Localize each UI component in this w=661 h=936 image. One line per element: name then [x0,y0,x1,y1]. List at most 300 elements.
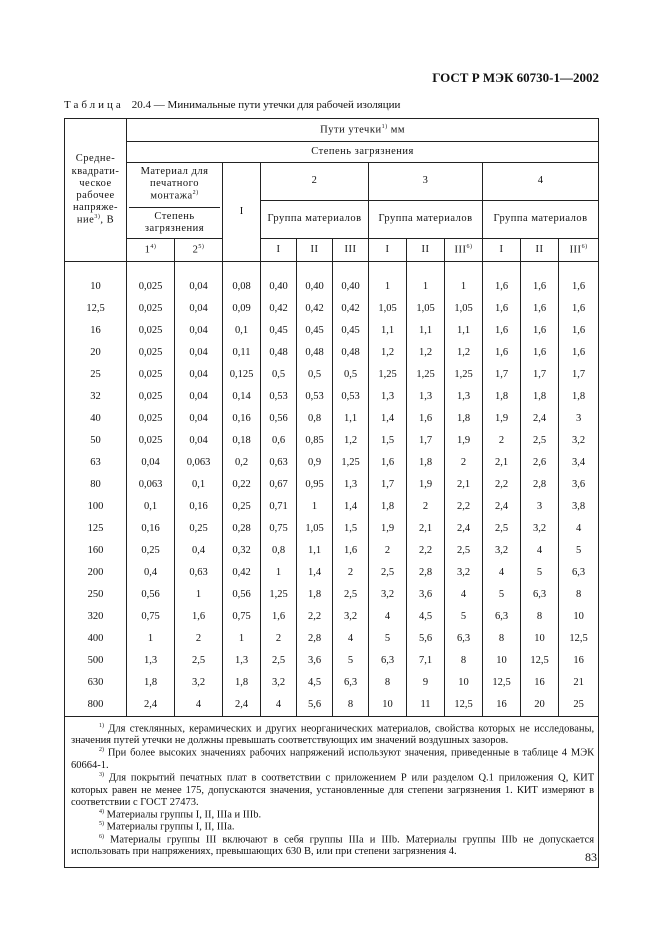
creepage-cell: 2,4 [521,408,559,430]
voltage-cell: 32 [65,386,127,408]
table-row [65,320,599,342]
group-II-header: II [521,238,559,261]
creepage-cell: 4 [483,562,521,584]
voltage-cell: 250 [65,584,127,606]
creepage-cell: 4 [559,518,599,540]
creepage-cell: 8 [559,584,599,606]
creepage-cell: 0,025 [127,408,175,430]
caption-label: Таблица [64,99,124,111]
voltage-cell: 320 [65,606,127,628]
creepage-cell: 3 [521,496,559,518]
creepage-cell: 2,1 [445,474,483,496]
creepage-cell: 1,2 [333,430,369,452]
creepage-cell: 0,56 [261,408,297,430]
creepage-cell: 0,18 [223,430,261,452]
voltage-cell: 16 [65,320,127,342]
creepage-cell: 1,9 [445,430,483,452]
creepage-cell: 10 [521,628,559,650]
creepage-cell: 1,6 [369,452,407,474]
creepage-cell: 1,5 [369,430,407,452]
creepage-cell: 1,6 [559,342,599,364]
creepage-cell: 5,6 [297,694,333,717]
creepage-cell: 20 [521,694,559,717]
group-III-header: III$^{6)}$ [445,238,483,261]
creepage-cell: 1,7 [407,430,445,452]
creepage-cell: 0,42 [333,298,369,320]
creepage-cell: 25 [559,694,599,717]
creepage-cell: 2,2 [297,606,333,628]
creepage-cell: 1,2 [369,342,407,364]
creepage-cell: 5,6 [407,628,445,650]
table-row [65,452,599,474]
table-notes [65,716,599,867]
table-caption [64,99,400,111]
creepage-cell: 3,2 [333,606,369,628]
creepage-cell: 21 [559,672,599,694]
creepage-cell: 0,48 [333,342,369,364]
creepage-cell: 2 [369,540,407,562]
degree-4-header: 4 [483,163,599,201]
creepage-cell: 1 [407,276,445,298]
creepage-cell: 0,125 [223,364,261,386]
creepage-cell: 2 [175,628,223,650]
creepage-cell: 4 [261,694,297,717]
creepage-cell: 0,14 [223,386,261,408]
creepage-cell: 0,5 [333,364,369,386]
footnote: $^{4)}$ Материалы группы I, II, IIIа и IIIb. [99,808,262,821]
creepage-cell: 4,5 [297,672,333,694]
voltage-cell: 12,5 [65,298,127,320]
creepage-cell: 3,6 [407,584,445,606]
creepage-cell: 3,2 [559,430,599,452]
creepage-header: Пути утечки$^{1)}$ мм [127,119,599,142]
creepage-cell: 5 [445,606,483,628]
creepage-cell: 0,40 [261,276,297,298]
table-row [65,540,599,562]
creepage-cell: 1,6 [483,298,521,320]
creepage-cell: 1,8 [521,386,559,408]
table-row [65,496,599,518]
creepage-cell: 0,28 [223,518,261,540]
creepage-cell: 1 [369,276,407,298]
creepage-cell: 12,5 [559,628,599,650]
voltage-cell: 40 [65,408,127,430]
creepage-cell: 3,6 [559,474,599,496]
creepage-cell: 2,4 [223,694,261,717]
creepage-cell: 0,75 [223,606,261,628]
material-group-header-2: Группа материалов [261,200,369,238]
creepage-cell: 16 [483,694,521,717]
creepage-cell: 1,25 [333,452,369,474]
creepage-cell: 2,5 [369,562,407,584]
creepage-cell: 1,6 [175,606,223,628]
creepage-cell: 0,63 [175,562,223,584]
creepage-cell: 3,4 [559,452,599,474]
creepage-cell: 0,04 [175,386,223,408]
voltage-cell: 125 [65,518,127,540]
creepage-cell: 2,1 [483,452,521,474]
creepage-cell: 8 [521,606,559,628]
creepage-cell: 1,8 [223,672,261,694]
creepage-cell: 1,3 [223,650,261,672]
creepage-cell: 3,2 [261,672,297,694]
creepage-cell: 0,56 [223,584,261,606]
creepage-cell: 0,2 [223,452,261,474]
creepage-cell: 6,3 [559,562,599,584]
header-spacer [65,261,599,276]
creepage-cell: 2,8 [407,562,445,584]
creepage-cell: 2,4 [445,518,483,540]
creepage-cell: 1,2 [407,342,445,364]
creepage-cell: 1,8 [407,452,445,474]
creepage-cell: 0,48 [261,342,297,364]
creepage-cell: 0,25 [175,518,223,540]
voltage-header: Средне-квадрати-ческое рабочее напряже-ние$^{3)}$, В [65,119,127,262]
creepage-cell: 0,16 [223,408,261,430]
footnote: $^{1)}$ Для стеклянных, керамических и других неорганических материалов, свойства которых не исследованы, значения путей утечки не должны превышать соответствующих им значений воздушных зазоров. [71,722,595,747]
creepage-cell: 5 [333,650,369,672]
creepage-cell: 0,04 [175,408,223,430]
creepage-cell: 1 [127,628,175,650]
creepage-cell: 2,5 [445,540,483,562]
creepage-cell: 1,05 [297,518,333,540]
group-I-header: I [261,238,297,261]
creepage-cell: 6,3 [445,628,483,650]
creepage-cell: 0,08 [223,276,261,298]
creepage-cell: 0,56 [127,584,175,606]
creepage-cell: 0,04 [175,430,223,452]
creepage-cell: 1,8 [127,672,175,694]
creepage-cell: 0,53 [261,386,297,408]
voltage-cell: 200 [65,562,127,584]
creepage-cell: 0,9 [297,452,333,474]
document-header: ГОСТ Р МЭК 60730-1—2002 [432,70,599,85]
creepage-cell: 1,6 [521,276,559,298]
creepage-cell: 8 [445,650,483,672]
creepage-cell: 1,6 [333,540,369,562]
table-row [65,694,599,717]
creepage-cell: 0,42 [261,298,297,320]
creepage-cell: 7,1 [407,650,445,672]
creepage-cell: 1,6 [261,606,297,628]
creepage-cell: 0,025 [127,276,175,298]
creepage-cell: 0,45 [297,320,333,342]
voltage-cell: 50 [65,430,127,452]
voltage-cell: 630 [65,672,127,694]
creepage-cell: 1,9 [369,518,407,540]
creepage-cell: 0,45 [261,320,297,342]
creepage-cell: 1 [297,496,333,518]
creepage-cell: 0,75 [261,518,297,540]
degree-1-header: I [223,163,261,262]
creepage-cell: 0,5 [261,364,297,386]
creepage-cell: 1,3 [407,386,445,408]
creepage-cell: 1,25 [445,364,483,386]
creepage-cell: 1,3 [445,386,483,408]
creepage-cell: 0,40 [297,276,333,298]
creepage-cell: 1,6 [521,298,559,320]
creepage-cell: 11 [407,694,445,717]
degree-3-header: 3 [369,163,483,201]
voltage-cell: 20 [65,342,127,364]
material-group-header-4: Группа материалов [483,200,599,238]
creepage-cell: 1,3 [369,386,407,408]
creepage-cell: 0,04 [175,342,223,364]
creepage-cell: 0,8 [261,540,297,562]
creepage-cell: 1,6 [559,320,599,342]
creepage-cell: 0,16 [175,496,223,518]
creepage-cell: 1,4 [297,562,333,584]
creepage-cell: 1,05 [445,298,483,320]
creepage-cell: 1,6 [483,276,521,298]
creepage-cell: 5 [559,540,599,562]
table-row [65,606,599,628]
creepage-cell: 1,6 [559,276,599,298]
creepage-cell: 0,71 [261,496,297,518]
creepage-cell: 1,8 [369,496,407,518]
creepage-cell: 0,09 [223,298,261,320]
creepage-cell: 2 [333,562,369,584]
creepage-cell: 0,75 [127,606,175,628]
creepage-cell: 1,8 [559,386,599,408]
footnote: $^{6)}$ Материалы группы III включают в себя группы IIIа и IIIb. Материалы группы IIIb не допускается использовать при напряжениях, превышающих 630 В, или при степени загрязнения 4. [71,833,595,858]
creepage-cell: 1,4 [369,408,407,430]
creepage-cell: 3,2 [175,672,223,694]
creepage-cell: 2 [261,628,297,650]
creepage-cell: 0,85 [297,430,333,452]
voltage-cell: 80 [65,474,127,496]
creepage-cell: 0,45 [333,320,369,342]
creepage-cell: 1,3 [127,650,175,672]
group-III-header: III$^{6)}$ [559,238,599,261]
creepage-cell: 0,1 [175,474,223,496]
creepage-cell: 1,9 [483,408,521,430]
creepage-cell: 8 [483,628,521,650]
creepage-cell: 0,025 [127,342,175,364]
creepage-cell: 1,6 [559,298,599,320]
creepage-cell: 1,3 [333,474,369,496]
creepage-cell: 1,6 [483,320,521,342]
creepage-cell: 6,3 [333,672,369,694]
creepage-cell: 12,5 [483,672,521,694]
voltage-cell: 10 [65,276,127,298]
creepage-cell: 0,25 [127,540,175,562]
creepage-table [64,118,599,868]
creepage-cell: 2 [407,496,445,518]
creepage-cell: 0,42 [297,298,333,320]
voltage-cell: 400 [65,628,127,650]
group-II-header: II [407,238,445,261]
creepage-cell: 2,5 [175,650,223,672]
creepage-cell: 0,4 [127,562,175,584]
creepage-cell: 1,6 [483,342,521,364]
pcb-degree-2-header: 2$^{5)}$ [175,238,223,261]
creepage-cell: 12,5 [445,694,483,717]
creepage-cell: 0,063 [175,452,223,474]
table-row [65,628,599,650]
creepage-cell: 3,2 [445,562,483,584]
creepage-cell: 4,5 [407,606,445,628]
footnote: $^{2)}$ При более высоких значениях рабочих напряжений используют значения, приведенные в таблице 4 МЭК 60664-1. [71,747,595,771]
creepage-cell: 1,6 [407,408,445,430]
creepage-cell: 8 [333,694,369,717]
creepage-cell: 1,7 [559,364,599,386]
creepage-cell: 1,05 [407,298,445,320]
creepage-cell: 1,9 [407,474,445,496]
creepage-cell: 4 [521,540,559,562]
creepage-cell: 1,6 [521,320,559,342]
table-row [65,430,599,452]
creepage-cell: 2,8 [297,628,333,650]
creepage-cell: 0,32 [223,540,261,562]
creepage-cell: 1,1 [445,320,483,342]
creepage-cell: 1,1 [297,540,333,562]
table-row [65,562,599,584]
creepage-cell: 1,8 [483,386,521,408]
creepage-cell: 0,6 [261,430,297,452]
degree-2-header: 2 [261,163,369,201]
creepage-cell: 0,063 [127,474,175,496]
creepage-cell: 0,25 [223,496,261,518]
creepage-cell: 5 [369,628,407,650]
creepage-cell: 1,1 [407,320,445,342]
creepage-cell: 2 [483,430,521,452]
creepage-cell: 1,7 [521,364,559,386]
creepage-cell: 10 [483,650,521,672]
material-group-header-3: Группа материалов [369,200,483,238]
creepage-cell: 12,5 [521,650,559,672]
creepage-cell: 0,53 [297,386,333,408]
creepage-cell: 1,1 [333,408,369,430]
creepage-cell: 0,67 [261,474,297,496]
creepage-cell: 0,22 [223,474,261,496]
creepage-cell: 2,4 [127,694,175,717]
group-III-header: III [333,238,369,261]
creepage-cell: 1,8 [297,584,333,606]
table-row [65,298,599,320]
group-I-header: I [369,238,407,261]
creepage-cell: 0,04 [175,364,223,386]
creepage-cell: 3,8 [559,496,599,518]
table-row [65,386,599,408]
creepage-cell: 0,025 [127,364,175,386]
creepage-cell: 2,2 [483,474,521,496]
creepage-cell: 2,5 [521,430,559,452]
pollution-degree-header: Степень загрязнения [127,142,599,163]
creepage-cell: 0,53 [333,386,369,408]
creepage-cell: 1,1 [369,320,407,342]
creepage-cell: 0,025 [127,430,175,452]
creepage-cell: 1,2 [445,342,483,364]
creepage-cell: 0,42 [223,562,261,584]
table-row [65,584,599,606]
creepage-cell: 10 [445,672,483,694]
creepage-cell: 0,025 [127,298,175,320]
creepage-cell: 3 [559,408,599,430]
creepage-cell: 1,6 [521,342,559,364]
creepage-cell: 4 [445,584,483,606]
creepage-cell: 2,5 [483,518,521,540]
table-row [65,364,599,386]
voltage-cell: 160 [65,540,127,562]
table-row [65,518,599,540]
creepage-cell: 2 [445,452,483,474]
pcb-material-header: Материал для печатного монтажа$^{2)}$ Степень загрязнения [127,163,223,239]
creepage-cell: 4 [369,606,407,628]
creepage-cell: 3,2 [369,584,407,606]
creepage-cell: 5 [483,584,521,606]
table-row [65,650,599,672]
creepage-cell: 10 [559,606,599,628]
creepage-cell: 1,25 [261,584,297,606]
table-row [65,474,599,496]
pcb-degree-1-header: 1$^{4)}$ [127,238,175,261]
creepage-cell: 1,7 [483,364,521,386]
creepage-cell: 0,1 [223,320,261,342]
creepage-cell: 0,025 [127,386,175,408]
voltage-cell: 25 [65,364,127,386]
creepage-cell: 2,4 [483,496,521,518]
footnote: $^{5)}$ Материалы группы I, II, IIIа. [99,821,235,833]
creepage-cell: 1,4 [333,496,369,518]
creepage-cell: 0,04 [127,452,175,474]
creepage-cell: 9 [407,672,445,694]
voltage-cell: 63 [65,452,127,474]
creepage-cell: 0,04 [175,320,223,342]
group-II-header: II [297,238,333,261]
table-row [65,342,599,364]
voltage-cell: 800 [65,694,127,717]
footnote: $^{3)}$ Для покрытий печатных плат в соответствии с приложением Р или разделом Q.1 приложения Q, КИТ которых равен не менее 175, допускаются значения, установленные для степени загрязнения 1. КИТ измеряют в соответствии с ГОСТ 27473. [71,772,595,808]
voltage-cell: 500 [65,650,127,672]
creepage-cell: 6,3 [521,584,559,606]
voltage-cell: 100 [65,496,127,518]
table-row [65,672,599,694]
creepage-cell: 2,1 [407,518,445,540]
creepage-cell: 3,2 [521,518,559,540]
creepage-cell: 2,2 [445,496,483,518]
creepage-cell: 0,95 [297,474,333,496]
creepage-cell: 0,025 [127,320,175,342]
creepage-cell: 6,3 [369,650,407,672]
creepage-cell: 1,7 [369,474,407,496]
creepage-cell: 1,25 [369,364,407,386]
creepage-cell: 1,8 [445,408,483,430]
creepage-cell: 6,3 [483,606,521,628]
creepage-cell: 2,8 [521,474,559,496]
creepage-cell: 0,5 [297,364,333,386]
creepage-cell: 2,2 [407,540,445,562]
creepage-cell: 0,1 [127,496,175,518]
creepage-cell: 0,40 [333,276,369,298]
creepage-cell: 3,2 [483,540,521,562]
creepage-cell: 1 [445,276,483,298]
creepage-cell: 0,11 [223,342,261,364]
creepage-cell: 0,8 [297,408,333,430]
caption-text: 20.4 — Минимальные пути утечки для рабочей изоляции [131,99,401,111]
creepage-cell: 5 [521,562,559,584]
creepage-cell: 1 [175,584,223,606]
table-row [65,276,599,298]
creepage-cell: 1 [223,628,261,650]
creepage-cell: 0,63 [261,452,297,474]
creepage-cell: 1,05 [369,298,407,320]
table-row [65,408,599,430]
creepage-cell: 1 [261,562,297,584]
creepage-cell: 4 [175,694,223,717]
creepage-cell: 0,48 [297,342,333,364]
page-number: 83 [585,850,597,864]
